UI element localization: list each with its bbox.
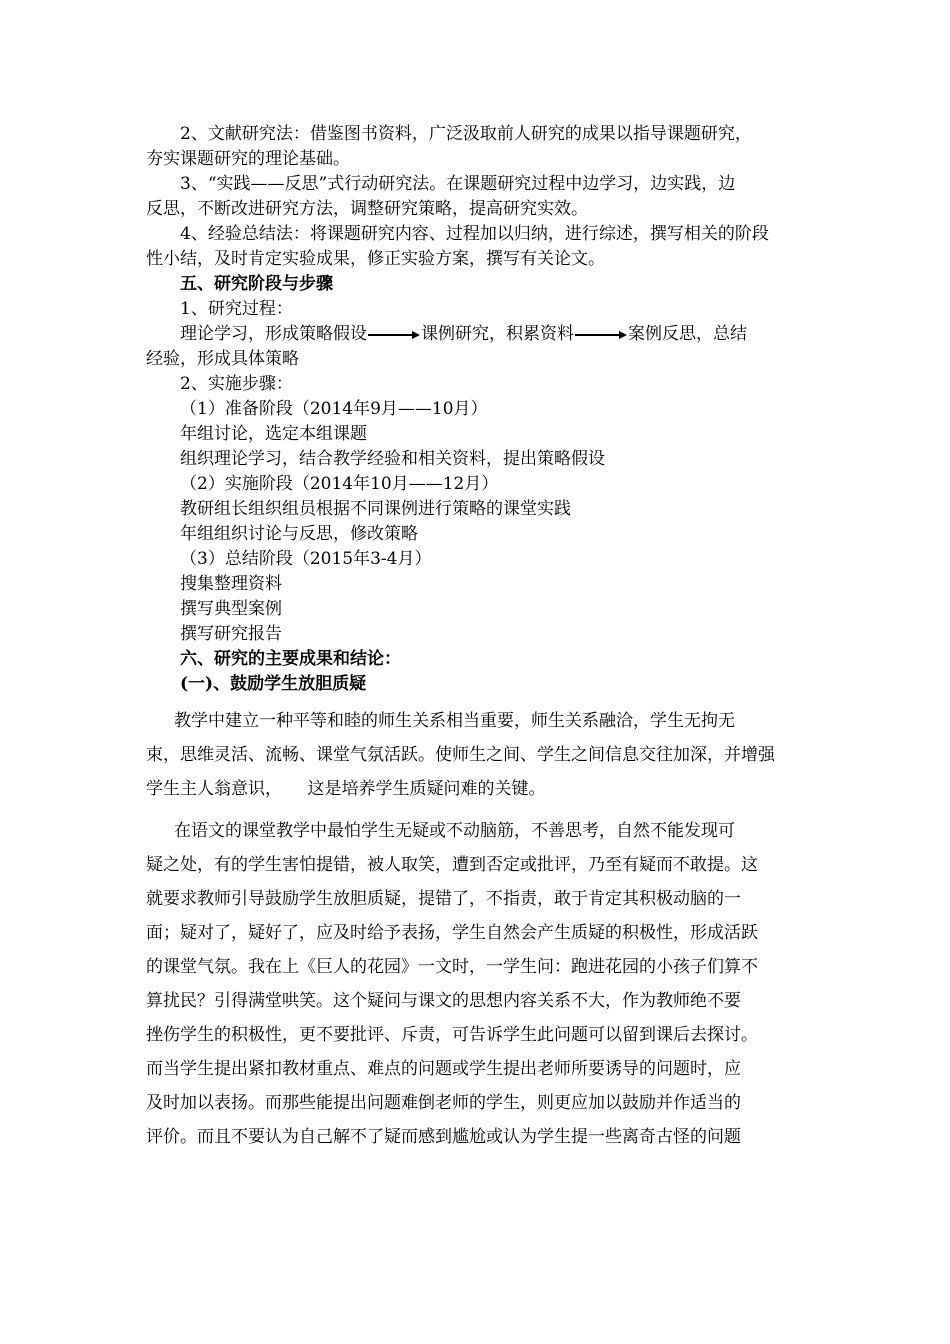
right-arrow-icon	[368, 330, 420, 340]
process-line2: 经验，形成具体策略	[146, 349, 299, 369]
stage-1-item: 组织理论学习，结合教学经验和相关资料，提出策略假设	[180, 449, 605, 469]
right-arrow-icon	[575, 330, 627, 340]
stage-2-item: 年组组织讨论与反思，修改策略	[180, 524, 418, 544]
paragraph-line: 学生主人翁意识， 这是培养学生质疑问难的关键。	[146, 779, 546, 799]
paragraph-line: 及时加以表扬。而那些能提出问题难倒老师的学生，则更应加以鼓励并作适当的	[146, 1093, 741, 1113]
paragraph-line: 评价。而且不要认为自己解不了疑而感到尴尬或认为学生提一些离奇古怪的问题	[146, 1127, 741, 1147]
stage-3-item: 撰写研究报告	[180, 624, 282, 644]
section-5-heading: 五、研究阶段与步骤	[180, 274, 333, 294]
paragraph-line: 面；疑对了，疑好了，应及时给予表扬，学生自然会产生质疑的积极性，形成活跃	[146, 923, 758, 943]
paragraph-line: 挫伤学生的积极性，更不要批评、斥责，可告诉学生此问题可以留到课后去探讨。	[146, 1025, 758, 1045]
process-part-2: 课例研究，积累资料	[421, 324, 574, 344]
method-2-line2: 夯实课题研究的理论基础。	[146, 149, 350, 169]
paragraph-line: 在语文的课堂教学中最怕学生无疑或不动脑筋，不善思考，自然不能发现可	[174, 821, 735, 841]
section-6-subheading: (一)、鼓励学生放胆质疑	[180, 674, 367, 694]
stage-1-title: （1）准备阶段（2014年9月——10月）	[180, 399, 488, 419]
method-2-line1: 2、文献研究法：借鉴图书资料，广泛汲取前人研究的成果以指导课题研究，	[180, 124, 752, 144]
process-title: 1、研究过程：	[180, 299, 293, 319]
method-3-line2: 反思，不断改进研究方法，调整研究策略，提高研究实效。	[146, 199, 588, 219]
paragraph-2	[146, 814, 808, 1154]
method-4	[146, 222, 808, 272]
paragraph-line: 就要求教师引导鼓励学生放胆质疑，提错了，不指责，敢于肯定其积极动脑的一	[146, 889, 741, 909]
paragraph-line: 算扰民？引得满堂哄笑。这个疑问与课文的思想内容关系不大，作为教师绝不要	[146, 991, 741, 1011]
method-4-line2: 性小结，及时肯定实验成果，修正实验方案，撰写有关论文。	[146, 249, 605, 269]
method-3-line1: 3、“实践——反思”式行动研究法。在课题研究过程中边学习，边实践，边	[180, 174, 736, 194]
stage-3-title: （3）总结阶段（2015年3-4月）	[180, 549, 432, 569]
paragraph-line: 疑之处，有的学生害怕提错，被人取笑，遭到否定或批评，乃至有疑而不敢提。这	[146, 855, 758, 875]
paragraph-line: 而当学生提出紧扣教材重点、难点的问题或学生提出老师所要诱导的问题时，应	[146, 1059, 741, 1079]
paragraph-line: 束，思维灵活、流畅、课堂气氛活跃。使师生之间、学生之间信息交往加深，并增强	[146, 745, 775, 765]
method-4-line1: 4、经验总结法：将课题研究内容、过程加以归纳，进行综述，撰写相关的阶段	[180, 224, 769, 244]
stage-3-item: 搜集整理资料	[180, 574, 282, 594]
paragraph-line: 的课堂气氛。我在上《巨人的花园》一文时，一学生问：跑进花园的小孩子们算不	[146, 957, 758, 977]
paragraph-line: 教学中建立一种平等和睦的师生关系相当重要，师生关系融洽，学生无拘无	[174, 711, 735, 731]
paragraph-1	[146, 704, 808, 806]
process-flow	[146, 322, 808, 372]
steps-title: 2、实施步骤：	[180, 374, 293, 394]
upper-section	[146, 122, 808, 697]
section-6-heading: 六、研究的主要成果和结论：	[180, 649, 401, 669]
process-part-1: 理论学习，形成策略假设	[180, 324, 367, 344]
stage-3-item: 撰写典型案例	[180, 599, 282, 619]
stage-1-item: 年组讨论，选定本组课题	[180, 424, 367, 444]
body-text	[146, 704, 808, 1162]
stage-2-item: 教研组长组织组员根据不同课例进行策略的课堂实践	[180, 499, 571, 519]
process-part-3: 案例反思，总结	[628, 324, 747, 344]
stage-2-title: （2）实施阶段（2014年10月——12月）	[180, 474, 499, 494]
method-2	[146, 122, 808, 172]
method-3	[146, 172, 808, 222]
